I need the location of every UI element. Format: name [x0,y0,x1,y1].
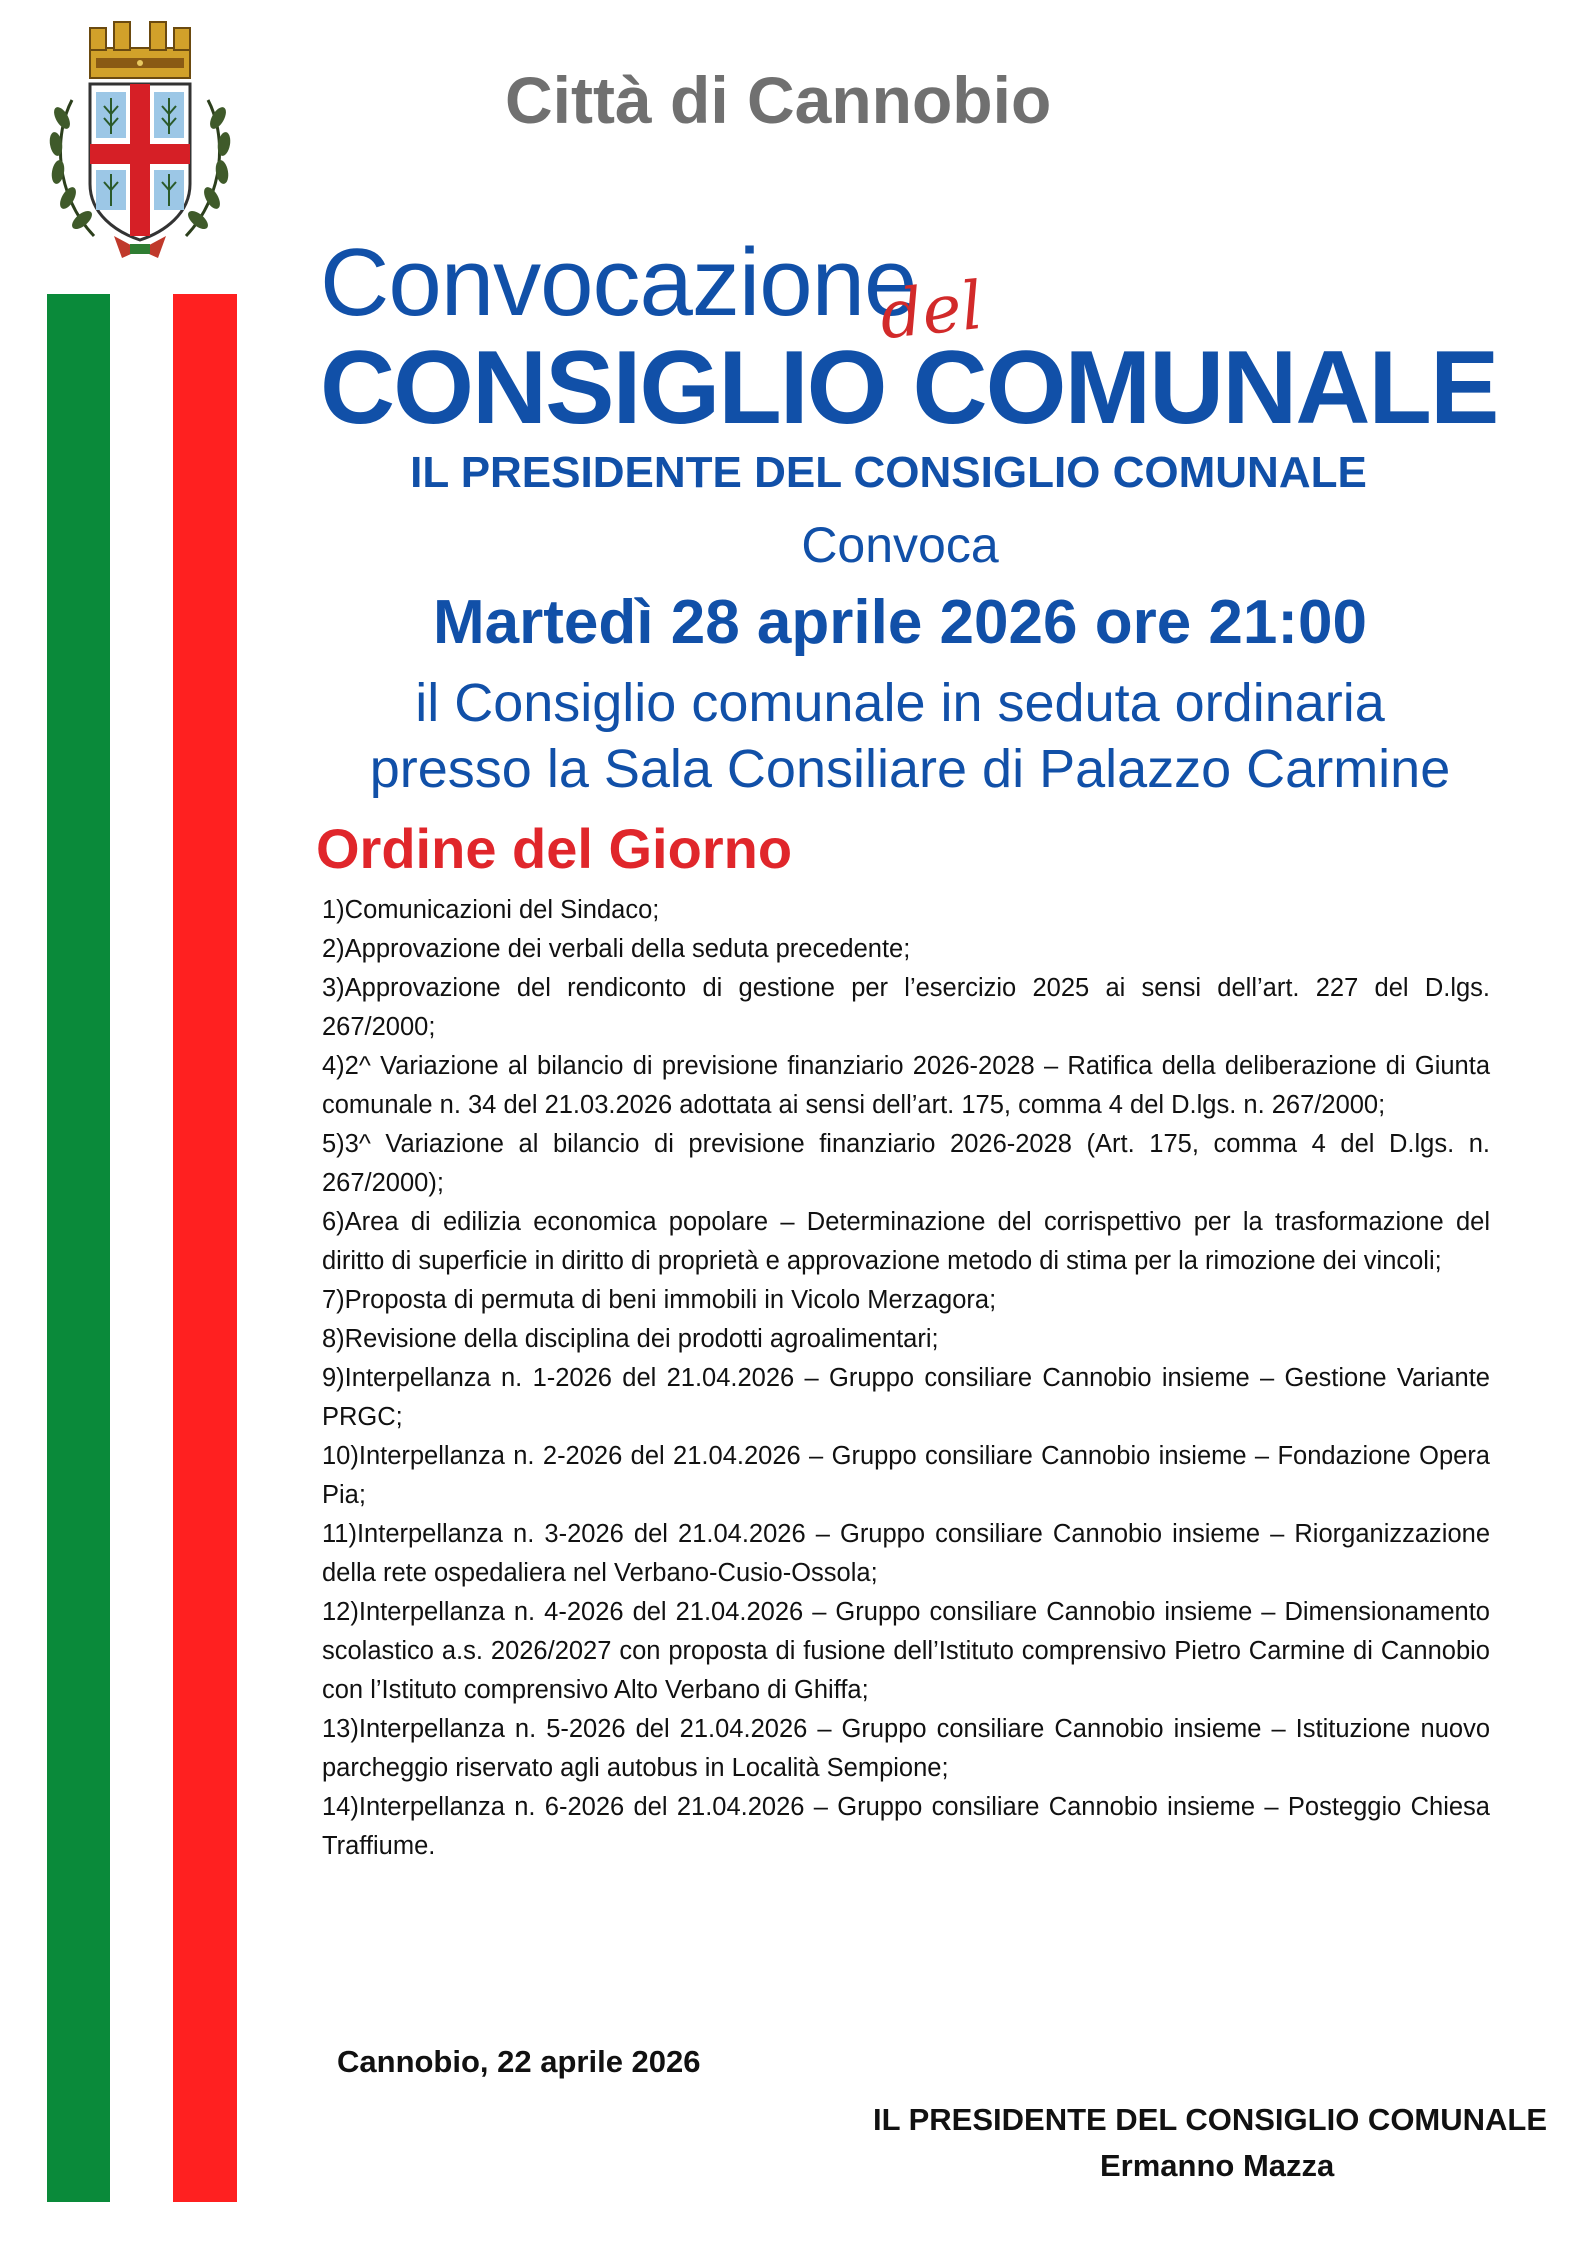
agenda-item: 4)2^ Variazione al bilancio di previsione finanziario 2026-2028 – Ratifica della deliberazione di Giunta comunale n. 34 del 21.03.2026 adottata ai sensi dell’art. 175, comma 4 del D.lgs. n. 267/2000; [322,1052,1490,1119]
place-and-date: Cannobio, 22 aprile 2026 [337,2044,701,2079]
agenda-item: 6)Area di edilizia economica popolare – Determinazione del corrispettivo per la trasformazione del diritto di superficie in diritto di proprietà e approvazione metodo di stima per la rimozione dei vincoli; [322,1208,1490,1275]
agenda-item: 3)Approvazione del rendiconto di gestione per l’esercizio 2025 ai sensi dell’art. 227 del D.lgs. 267/2000; [322,974,1490,1041]
session-description: il Consiglio comunale in seduta ordinaria [415,673,1385,733]
title-convocazione: Convocazione [320,229,917,336]
coat-of-arms-icon [34,14,246,272]
agenda-item: 13)Interpellanza n. 5-2026 del 21.04.2026 – Gruppo consiliare Cannobio insieme – Istituzione nuovo parcheggio riservato agli autobus in Località Sempione; [322,1715,1490,1782]
convoca-label: Convoca [801,517,999,573]
agenda-item: 11)Interpellanza n. 3-2026 del 21.04.2026 – Gruppo consiliare Cannobio insieme – Riorganizzazione della rete ospedaliera nel Verbano-Cusio-Ossola; [322,1520,1490,1587]
flag-red-stripe [173,294,237,2202]
title-consiglio-comunale: CONSIGLIO COMUNALE [320,330,1498,446]
agenda-item: 10)Interpellanza n. 2-2026 del 21.04.2026 – Gruppo consiliare Cannobio insieme – Fondazione Opera Pia; [322,1442,1490,1509]
flag-white-stripe [110,294,173,2202]
agenda-title: Ordine del Giorno [316,817,793,880]
agenda-item: 12)Interpellanza n. 4-2026 del 21.04.2026 – Gruppo consiliare Cannobio insieme – Dimensionamento scolastico a.s. 2026/2027 con proposta di fusione dell’Istituto comprensivo Pietro Carmine di Cannobio con l’Istituto comprensivo Alto Verbano di Ghiffa; [322,1598,1490,1704]
city-name: Città di Cannobio [505,63,1052,137]
signature-name: Ermanno Mazza [1100,2148,1335,2183]
agenda-item: 8)Revisione della disciplina dei prodotti agroalimentari; [322,1325,939,1353]
agenda-item: 9)Interpellanza n. 1-2026 del 21.04.2026 – Gruppo consiliare Cannobio insieme – Gestione Variante PRGC; [322,1364,1490,1431]
agenda-item: 5)3^ Variazione al bilancio di previsione finanziario 2026-2028 (Art. 175, comma 4 del D.lgs. n. 267/2000); [322,1130,1490,1197]
agenda-list [322,891,1490,1866]
meeting-date-time: Martedì 28 aprile 2026 ore 21:00 [433,588,1367,657]
title-connector: del [876,266,987,355]
agenda-item: 14)Interpellanza n. 6-2026 del 21.04.2026 – Gruppo consiliare Cannobio insieme – Posteggio Chiesa Traffiume. [322,1793,1490,1860]
agenda-item: 1)Comunicazioni del Sindaco; [322,896,660,924]
agenda-item: 7)Proposta di permuta di beni immobili in Vicolo Merzagora; [322,1286,997,1314]
president-heading: IL PRESIDENTE DEL CONSIGLIO COMUNALE [410,448,1367,497]
session-location: presso la Sala Consiliare di Palazzo Carmine [369,739,1451,799]
flag-green-stripe [47,294,110,2202]
agenda-item: 2)Approvazione dei verbali della seduta precedente; [322,935,911,963]
signature-role: IL PRESIDENTE DEL CONSIGLIO COMUNALE [873,2102,1548,2137]
crown-icon [90,22,190,78]
